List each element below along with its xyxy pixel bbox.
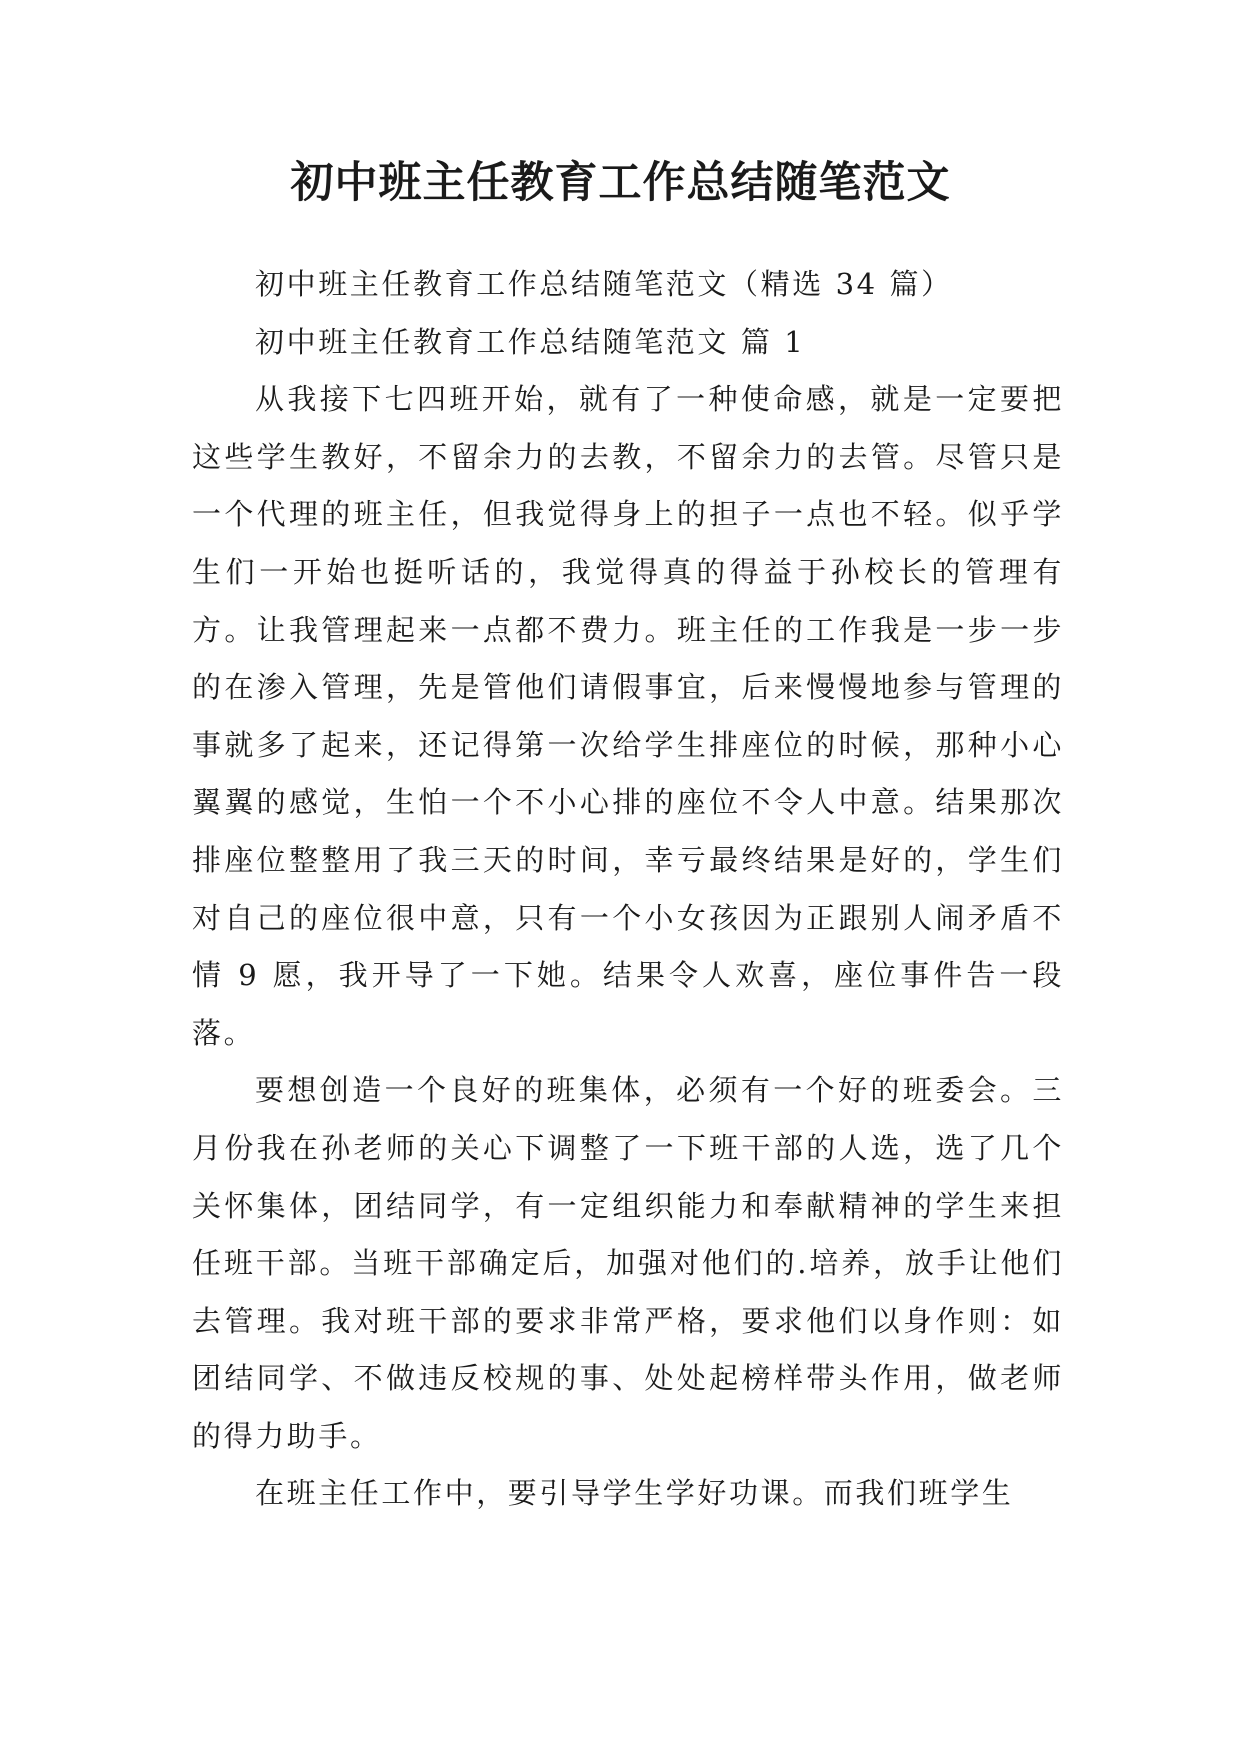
section-heading: 初中班主任教育工作总结随笔范文 篇 1	[255, 324, 806, 359]
document-body	[192, 256, 1064, 1523]
document-subtitle: 初中班主任教育工作总结随笔范文（精选 34 篇）	[255, 267, 953, 301]
paragraph: 要想创造一个良好的班集体，必须有一个好的班委会。三月份我在孙老师的关心下调整了一下班干部的人选，选了几个关怀集体，团结同学，有一定组织能力和奉献精神的学生来担任班干部。当班干部确定后，加强对他们的.培养，放手让他们去管理。我对班干部的要求非常严格，要求他们以身作则：如团结同学、不做违反校规的事、处处起榜样带头作用，做老师的得力助手。	[192, 1073, 1064, 1453]
document-title: 初中班主任教育工作总结随笔范文	[290, 158, 951, 208]
paragraph: 从我接下七四班开始，就有了一种使命感，就是一定要把这些学生教好，不留余力的去教，不留余力的去管。尽管只是一个代理的班主任，但我觉得身上的担子一点也不轻。似乎学生们一开始也挺听话的，我觉得真的得益于孙校长的管理有方。让我管理起来一点都不费力。班主任的工作我是一步一步的在渗入管理，先是管他们请假事宜，后来慢慢地参与管理的事就多了起来，还记得第一次给学生排座位的时候，那种小心翼翼的感觉，生怕一个不小心排的座位不令人中意。结果那次排座位整整用了我三天的时间，幸亏最终结果是好的，学生们对自己的座位很中意，只有一个小女孩因为正跟别人闹矛盾不情 9 愿，我开导了一下她。结果令人欢喜，座位事件告一段落。	[192, 382, 1064, 1050]
paragraph: 在班主任工作中，要引导学生学好功课。而我们班学生	[255, 1476, 1014, 1511]
